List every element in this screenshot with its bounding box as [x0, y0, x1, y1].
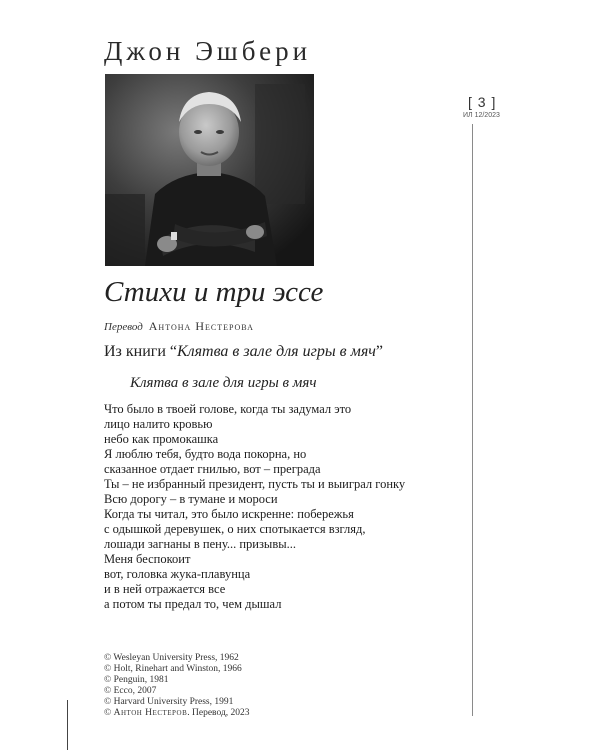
poem-line: лошади загнаны в пену... призывы... — [104, 537, 296, 551]
copyright-notices — [104, 653, 250, 719]
article-title: Стихи и три эссе — [104, 276, 324, 308]
book-title: Клятва в зале для игры в мяч — [177, 343, 376, 360]
copyright-line: © Ecco, 2007 — [104, 686, 157, 696]
copyright-translator-line — [104, 708, 250, 719]
copyright-translator-suffix: . Перевод, 2023 — [187, 708, 250, 718]
copyright-translator-prefix: © — [104, 708, 114, 718]
issue-label: ИЛ 12/2023 — [463, 112, 500, 119]
translator-credit — [104, 319, 254, 334]
poem-line: Что было в твоей голове, когда ты задумал это — [104, 402, 352, 416]
margin-divider — [472, 124, 473, 716]
translator-label: Перевод — [104, 321, 143, 333]
copyright-translator-name: Антон Нестеров — [113, 708, 188, 718]
copyright-line: © Holt, Rinehart and Winston, 1966 — [104, 664, 242, 674]
portrait-image — [105, 74, 314, 266]
poem-title: Клятва в зале для игры в мяч — [130, 375, 317, 391]
poem-line: Меня беспокоит — [104, 552, 191, 566]
poem-line: Я люблю тебя, будто вода покорна, но — [104, 447, 307, 461]
copyright-line: © Penguin, 1981 — [104, 675, 169, 685]
poem-line: а потом ты предал то, чем дышал — [104, 597, 282, 611]
translator-name: Антона Нестерова — [148, 319, 254, 333]
scan-edge-mark — [67, 700, 68, 750]
poem-line: сказанное отдает гнилью, вот – преграда — [104, 462, 321, 476]
copyright-line: © Harvard University Press, 1991 — [104, 697, 234, 707]
poem-line: вот, головка жука-плавунца — [104, 567, 251, 581]
poem-line: небо как промокашка — [104, 432, 219, 446]
poem-line: и в ней отражается все — [104, 582, 226, 596]
poem-line: лицо налито кровью — [104, 417, 213, 431]
page-number: [ 3 ] — [468, 94, 497, 110]
copyright-line: © Wesleyan University Press, 1962 — [104, 653, 239, 663]
poem-line: Ты – не избранный президент, пусть ты и выиграл гонку — [104, 477, 406, 491]
book-prefix: Из книги “ — [104, 343, 177, 360]
author-photo — [105, 74, 314, 266]
poem-line: Всю дорогу – в тумане и мороси — [104, 492, 278, 506]
poem-body — [104, 402, 405, 612]
book-heading — [104, 343, 383, 361]
poem-line: с одышкой деревушек, о них спотыкается взгляд, — [104, 522, 366, 536]
poem-line: Когда ты читал, это было искренне: побережья — [104, 507, 354, 521]
book-suffix: ” — [375, 343, 384, 360]
author-name: Джон Эшбери — [104, 36, 312, 66]
